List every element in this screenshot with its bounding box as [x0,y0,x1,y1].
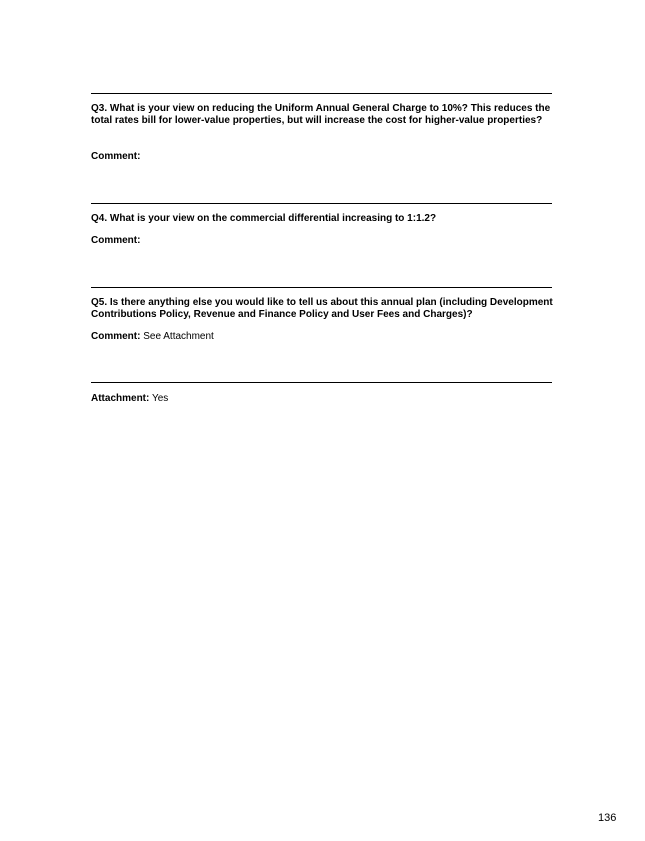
comment-label: Comment: [91,235,141,246]
comment-q4 [91,235,140,247]
question-q5: Q5. Is there anything else you would like to tell us about this annual plan (including Development Contributions Policy, Revenue and Finance Policy and User Fees and Charges)? [91,297,553,320]
comment-value: See Attachment [143,331,214,342]
comment-label: Comment: [91,331,141,342]
question-q3: Q3. What is your view on reducing the Uniform Annual General Charge to 10%? This reduces the total rates bill for lower-value properties, but will increase the cost for higher-value properties? [91,103,551,126]
divider-line [91,93,552,94]
page-number: 136 [598,812,617,824]
attachment-line [91,393,168,405]
question-q4: Q4. What is your view on the commercial differential increasing to 1:1.2? [91,213,437,224]
attachment-label: Attachment: [91,393,150,404]
comment-q3 [91,151,140,163]
divider-line [91,382,552,383]
divider-line [91,203,552,204]
comment-q5 [91,331,214,343]
attachment-value: Yes [151,393,169,404]
divider-line [91,287,552,288]
comment-label: Comment: [91,151,141,162]
